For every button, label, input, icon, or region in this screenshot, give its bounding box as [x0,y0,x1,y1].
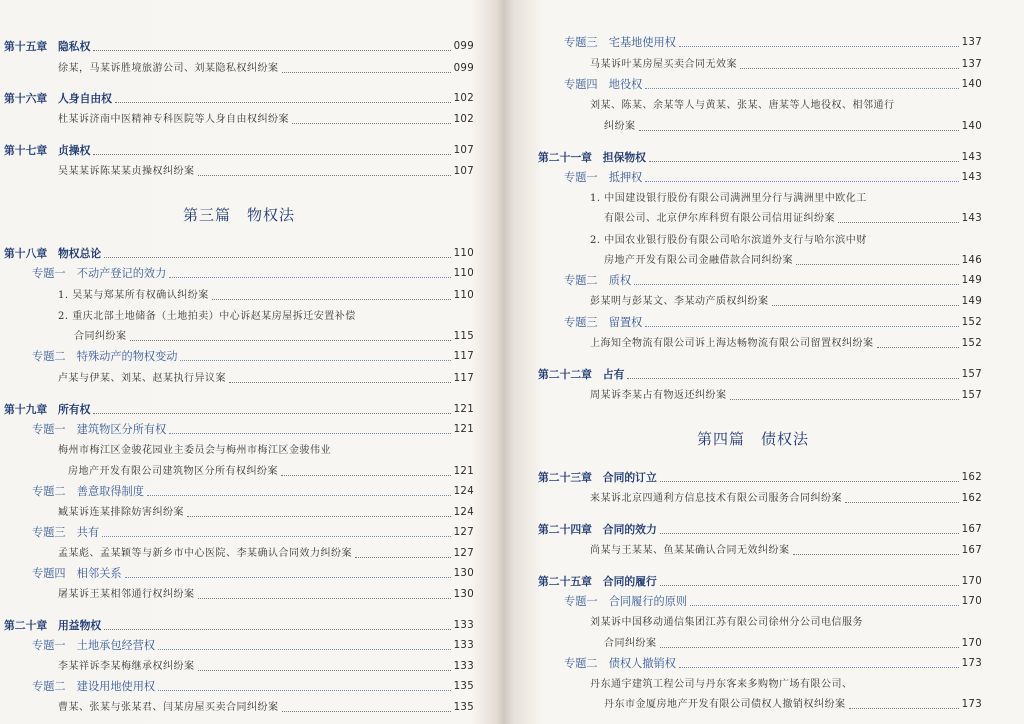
toc-case[interactable]: 丹东通宇建筑工程公司与丹东客来多购物广场有限公司、 [590,679,853,690]
toc-case[interactable]: 臧某诉连某排除妨害纠纷案 124 [58,507,474,518]
toc-chapter[interactable]: 第十八章 物权总论 110 [4,247,474,260]
toc-chapter[interactable]: 第二十二章 占有 157 [538,368,982,381]
toc-topic[interactable]: 专题三 共有 127 [32,526,474,539]
toc-topic[interactable]: 专题三 留置权 152 [564,316,982,329]
toc-topic[interactable]: 专题一 建筑物区分所有权 121 [32,423,474,436]
toc-chapter[interactable]: 第二十章 用益物权 133 [4,619,474,632]
right-page [508,0,1024,724]
left-page [0,0,488,724]
toc-case[interactable]: 彭某明与彭某文、李某动产质权纠纷案 149 [590,296,982,307]
toc-case[interactable]: 李某祥诉李某梅继承权纠纷案 133 [58,661,474,672]
toc-case[interactable]: 马某诉叶某房屋买卖合同无效案 137 [590,59,982,70]
toc-topic[interactable]: 专题一 合同履行的原则 170 [564,595,982,608]
toc-case[interactable]: 刘某诉中国移动通信集团江苏有限公司徐州分公司电信服务 [590,617,863,628]
toc-topic[interactable]: 专题二 善意取得制度 124 [32,485,474,498]
toc-case[interactable]: 1. 中国建设银行股份有限公司满洲里分行与满洲里中欧化工 [590,193,867,204]
toc-topic[interactable]: 专题四 地役权 140 [564,78,982,91]
toc-case[interactable]: 1. 吴某与郑某所有权确认纠纷案 110 [58,290,474,301]
toc-topic[interactable]: 专题二 建设用地使用权 135 [32,680,474,693]
toc-chapter[interactable]: 第二十四章 合同的效力 167 [538,523,982,536]
toc-case[interactable]: 纠纷案 140 [604,121,982,132]
toc-topic[interactable]: 专题一 抵押权 143 [564,171,982,184]
toc-case[interactable]: 2. 中国农业银行股份有限公司哈尔滨道外支行与哈尔滨中财 [590,235,867,246]
toc-case[interactable]: 孟某彪、孟某颖等与新乡市中心医院、李某确认合同效力纠纷案 127 [58,548,474,559]
toc-case[interactable]: 梅州市梅江区金骏花园业主委员会与梅州市梅江区金骏伟业 [58,445,331,456]
toc-topic[interactable]: 专题二 特殊动产的物权变动 117 [32,350,474,363]
toc-case[interactable]: 屠某诉王某相邻通行权纠纷案 130 [58,589,474,600]
toc-chapter[interactable]: 第二十五章 合同的履行 170 [538,575,982,588]
toc-case[interactable]: 刘某、陈某、余某等人与黄某、张某、唐某等人地役权、相邻通行 [590,100,895,111]
toc-case[interactable]: 吴某某诉陈某某贞操权纠纷案 107 [58,166,474,177]
toc-topic[interactable]: 专题二 债权人撤销权 173 [564,657,982,670]
left-toc [4,0,474,724]
toc-topic[interactable]: 专题三 宅基地使用权 137 [564,36,982,49]
toc-case[interactable]: 尚某与王某某、鱼某某确认合同无效纠纷案 167 [590,545,982,556]
toc-case[interactable]: 丹东市金厦房地产开发有限公司债权人撤销权纠纷案 173 [604,699,982,710]
toc-topic[interactable]: 专题四 相邻关系 130 [32,567,474,580]
part-title: 第三篇 物权法 [182,206,295,224]
toc-chapter[interactable]: 第二十一章 担保物权 143 [538,151,982,164]
toc-case[interactable]: 卢某与伊某、刘某、赵某执行异议案 117 [58,373,474,384]
toc-case[interactable]: 房地产开发有限公司金融借款合同纠纷案 146 [604,255,982,266]
toc-topic[interactable]: 专题一 土地承包经营权 133 [32,639,474,652]
toc-case[interactable]: 徐某，马某诉胜境旅游公司、刘某隐私权纠纷案 099 [58,63,474,74]
right-toc [524,0,982,724]
toc-case[interactable]: 合同纠纷案 170 [604,638,982,649]
toc-case[interactable]: 合同纠纷案 115 [74,331,474,342]
toc-case[interactable]: 上海知全物流有限公司诉上海达畅物流有限公司留置权纠纷案 152 [590,338,982,349]
toc-case[interactable]: 有限公司、北京伊尔库科贸有限公司信用证纠纷案 143 [604,213,982,224]
toc-topic[interactable]: 专题一 不动产登记的效力 110 [32,267,474,280]
toc-case[interactable]: 房地产开发有限公司建筑物区分所有权纠纷案 121 [68,466,474,477]
toc-case[interactable]: 曹某、张某与张某君、闫某房屋买卖合同纠纷案 135 [58,702,474,713]
toc-case[interactable]: 杜某诉济南中医精神专科医院等人身自由权纠纷案 102 [58,114,474,125]
toc-chapter[interactable]: 第十九章 所有权 121 [4,403,474,416]
toc-topic[interactable]: 专题二 质权 149 [564,274,982,287]
toc-chapter[interactable]: 第十五章 隐私权 099 [4,40,474,53]
toc-case[interactable]: 来某诉北京四通利方信息技术有限公司服务合同纠纷案 162 [590,493,982,504]
toc-chapter[interactable]: 第十六章 人身自由权 102 [4,92,474,105]
toc-chapter[interactable]: 第十七章 贞操权 107 [4,144,474,157]
toc-case[interactable]: 2. 重庆北部土地储备（土地拍卖）中心诉赵某房屋拆迁安置补偿 [58,311,356,322]
toc-chapter[interactable]: 第二十三章 合同的订立 162 [538,471,982,484]
toc-case[interactable]: 周某诉李某占有物返还纠纷案 157 [590,390,982,401]
part-title: 第四篇 债权法 [696,430,809,448]
